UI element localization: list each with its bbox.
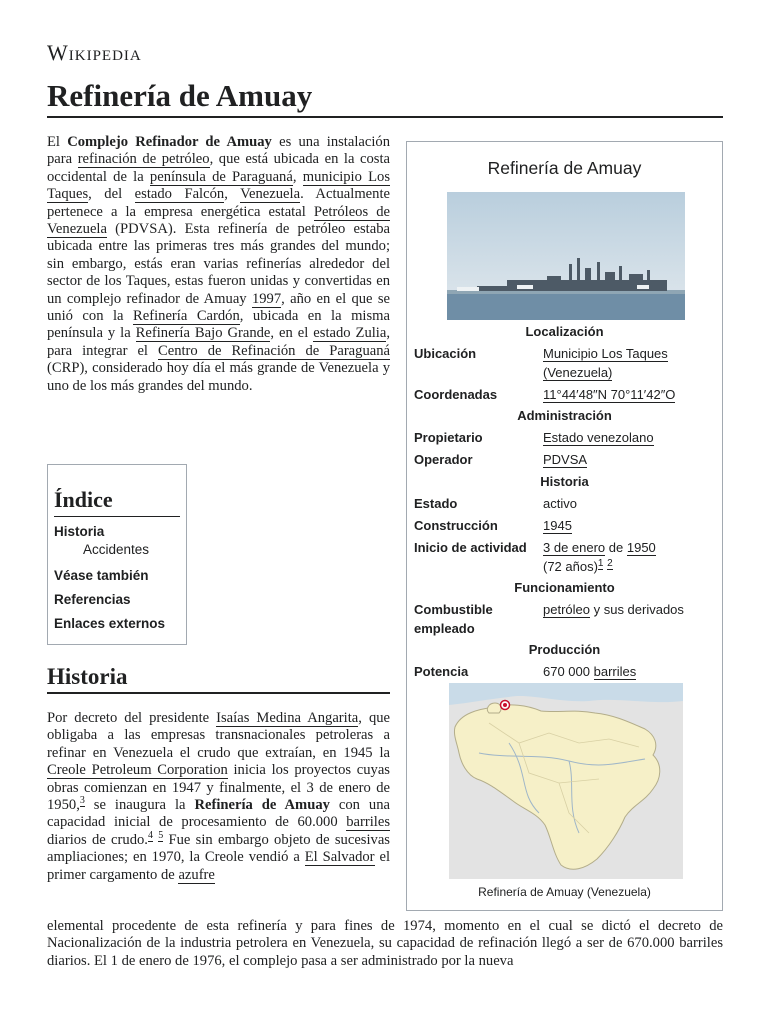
value-combustible: petróleo y sus derivados — [543, 602, 684, 617]
label-coordenadas: Coordenadas — [414, 387, 498, 402]
toc-item-accidentes[interactable]: Accidentes — [83, 542, 150, 557]
value-coordenadas[interactable]: 11°44′48″N 70°11′42″O — [543, 387, 676, 402]
label-ubicacion: Ubicación — [414, 346, 477, 361]
section-administracion: Administración — [517, 408, 612, 423]
link-falcon[interactable]: estado Falcón — [134, 186, 225, 203]
label-construccion: Construcción — [414, 518, 498, 533]
link-barriles[interactable]: barriles — [346, 814, 390, 831]
refinery-photo[interactable] — [447, 192, 685, 320]
wikipedia-wordmark[interactable]: Wikipedia — [47, 40, 142, 65]
link-refinacion[interactable]: refinación de petróleo — [77, 151, 210, 168]
toc-item-referencias[interactable]: Referencias — [54, 592, 131, 607]
label-propietario: Propietario — [414, 430, 483, 445]
section-produccion: Producción — [528, 642, 601, 657]
label-estado: Estado — [414, 496, 458, 511]
link-1997[interactable]: 1997 — [251, 290, 282, 307]
value-inicio-actividad: 3 de enero de 1950 (72 años)$^1$ $^2$ — [543, 540, 656, 574]
link-venezuela-infobox[interactable]: (Venezuela) — [543, 365, 613, 380]
link-1950[interactable]: 1950 — [626, 540, 656, 555]
value-operador[interactable]: PDVSA — [543, 452, 588, 467]
link-creole[interactable]: Creole Petroleum Corporation — [47, 762, 228, 779]
link-barriles-infobox[interactable]: barriles — [593, 664, 637, 679]
label-combustible: Combustible empleado — [414, 602, 493, 636]
ref-3[interactable]: 3 — [79, 795, 85, 807]
link-paraguana[interactable]: península de Paraguaná — [149, 168, 293, 185]
link-municipio-los-taques[interactable]: Municipio Los Taques — [543, 346, 668, 361]
link-los-taques[interactable]: municipio Los Taques — [47, 168, 391, 203]
link-cardon[interactable]: Refinería Cardón — [133, 308, 240, 325]
label-potencia: Potencia — [414, 664, 469, 679]
link-3-de-enero[interactable]: 3 de enero — [543, 540, 606, 555]
ref-4[interactable]: 4 — [147, 829, 153, 841]
link-medina-angarita[interactable]: Isaías Medina Angarita — [216, 710, 359, 726]
link-zulia[interactable]: estado Zulia — [313, 325, 387, 342]
section-funcionamiento: Funcionamiento — [514, 580, 615, 595]
section-heading-historia: Historia — [47, 664, 128, 689]
link-crp[interactable]: Centro de Refinación de Paraguaná — [157, 342, 390, 359]
history-paragraph-continued: elemental procedente de esta refinería y para fines de 1974, momento en el cual se dictó el decreto de Nacionalización de la industria petrolera en Venezuela, su capacidad de refinación llegó a ser de 670.000 barriles diarios. El 1 de enero de 1976, el complejo pasa a ser administrado por la nueva — [47, 918, 723, 969]
value-ubicacion — [543, 344, 668, 382]
link-el-salvador[interactable]: El Salvador — [304, 849, 375, 866]
infobox — [406, 141, 723, 911]
ref-1[interactable]: 1 — [597, 557, 604, 569]
table-of-contents — [47, 464, 187, 645]
refinery-photo-image — [447, 192, 685, 320]
link-azufre[interactable]: azufre — [178, 866, 215, 883]
title-divider — [47, 116, 723, 118]
toc-item-historia[interactable]: Historia — [54, 524, 105, 539]
location-map[interactable] — [449, 683, 683, 879]
label-inicio-actividad: Inicio de actividad — [414, 540, 527, 555]
bold-term: Refinería de Amuay — [194, 797, 330, 814]
intro-paragraph: El Complejo Refinador de Amuay es una instalación para refinación de petróleo, que está ubicada en la costa occidental de la península de Paraguaná, municipio Los Taques, del estado Falcón, Venezuela. Actualmente pertenece a la empresa energética estatal Petróleos de Venezuela (PDVSA). Esta refinería de petróleo estaba ubicada entre las primeras tres más grandes del mundo; sin embargo, estás eran varias refinerías alrededor del sector de los Taques, estas fueron unidas y convertidas en un complejo refinador de Amuay 1997, año en el que se unió con la Refinería Cardón, ubicada en la misma península y la Refinería Bajo Grande, en el estado Zulia, para integrar el Centro de Refinación de Paraguaná (CRP), considerado hoy día el más grande de Venezuela y uno de los más grandes del mundo. — [47, 134, 391, 394]
toc-item-enlaces[interactable]: Enlaces externos — [54, 616, 166, 631]
ref-5[interactable]: 5 — [158, 829, 164, 841]
link-petroleo[interactable]: petróleo — [543, 602, 590, 617]
toc-item-vease[interactable]: Véase también — [54, 568, 149, 583]
value-potencia: 670 000 barriles — [543, 664, 637, 679]
map-caption: Refinería de Amuay (Venezuela) — [478, 885, 651, 899]
link-pdvsa[interactable]: Petróleos de Venezuela — [47, 203, 390, 238]
infobox-title: Refinería de Amuay — [487, 158, 642, 178]
label-operador: Operador — [414, 452, 473, 467]
link-venezuela[interactable]: Venezuela — [240, 186, 301, 203]
venezuela-map-image — [449, 683, 683, 879]
history-paragraph: Por decreto del presidente Isaías Medina Angarita, que obligaba a las empresas transnacionales petroleras a refinar en Venezuela el crudo que extraían, en 1945 la Creole Petroleum Corporation inicia los proyectos cuyas obras comienzan en 1947 y finalmente, el 3 de enero de 1950,$^3$ se inaugura la Refinería de Amuay con una capacidad inicial de procesamiento de 60.000 barriles diarios de crudo.$^4$ $^5$ Fue sin embargo objeto de sucesivas ampliaciones; en 1970, la Creole vendió a El Salvador el primer cargamento de azufre — [47, 710, 391, 883]
value-estado: activo — [543, 496, 577, 511]
value-propietario[interactable]: Estado venezolano — [543, 430, 654, 445]
bold-term: Complejo Refinador de Amuay — [67, 134, 272, 150]
toc-title: Índice — [54, 487, 180, 517]
value-construccion[interactable]: 1945 — [543, 518, 572, 533]
page-title: Refinería de Amuay — [47, 78, 313, 113]
link-bajo-grande[interactable]: Refinería Bajo Grande — [135, 325, 271, 342]
section-divider — [47, 692, 390, 694]
ref-2[interactable]: 2 — [607, 557, 613, 569]
section-localizacion: Localización — [525, 324, 604, 339]
section-historia: Historia — [540, 474, 589, 489]
